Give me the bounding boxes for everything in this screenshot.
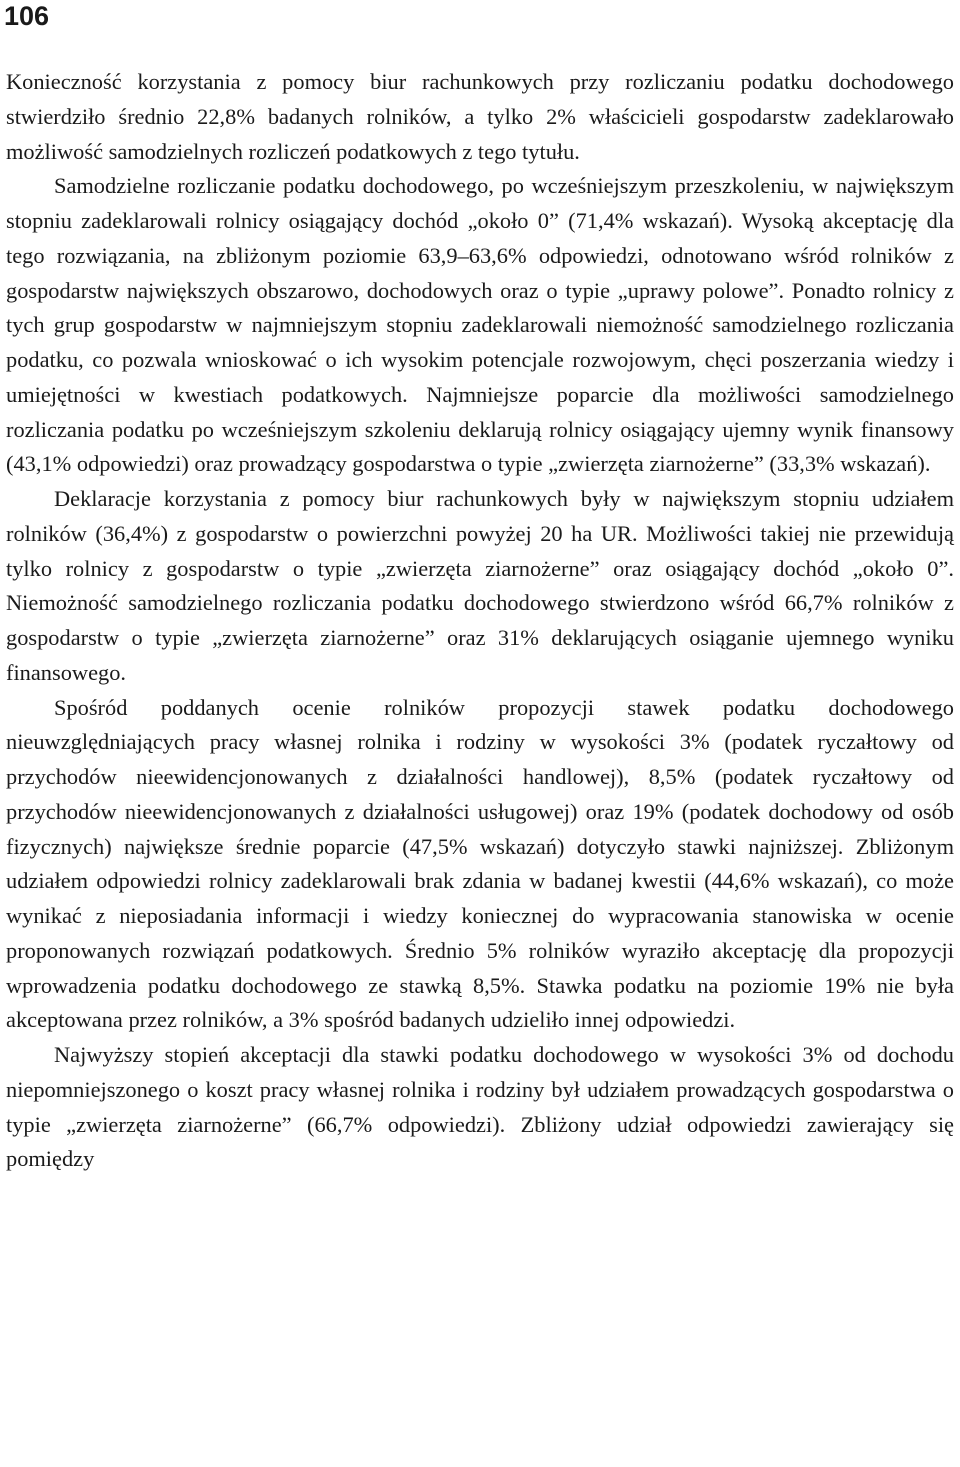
paragraph-5: Najwyższy stopień akceptacji dla stawki podatku dochodowego w wysokości 3% od dochodu niepomniejszonego o koszt pracy własnej rolnika i rodziny był udziałem prowadzących gospodarstwa o typie „zwierzęta ziarnożerne” (66,7% odpowiedzi). Zbliżony udział odpowiedzi zawierający się pomiędzy [6, 1042, 954, 1172]
paragraph-1: Konieczność korzystania z pomocy biur rachunkowych przy rozliczaniu podatku dochodowego stwierdziło średnio 22,8% badanych rolników, a tylko 2% właścicieli gospodarstw zadeklarowało możliwość samodzielnych rozliczeń podatkowych z tego tytułu. [6, 69, 954, 164]
page-body [6, 65, 954, 1177]
paragraph-2: Samodzielne rozliczanie podatku dochodowego, po wcześniejszym przeszkoleniu, w największym stopniu zadeklarowali rolnicy osiągający dochód „około 0” (71,4% wskazań). Wysoką akceptację dla tego rozwiązania, na zbliżonym poziomie 63,9–63,6% odpowiedzi, odnotowano wśród rolników z gospodarstw największych obszarowo, dochodowych oraz o typie „uprawy polowe”. Ponadto rolnicy z tych grup gospodarstw w najmniejszym stopniu zadeklarowali niemożność samodzielnego rozliczania podatku, co pozwala wnioskować o ich wysokim potencjale rozwojowym, chęci poszerzania wiedzy i umiejętności w kwestiach podatkowych. Najmniejsze poparcie dla możliwości samodzielnego rozliczania podatku po wcześniejszym szkoleniu deklarują rolnicy osiągający ujemny wynik finansowy (43,1% odpowiedzi) oraz prowadzący gospodarstwa o typie „zwierzęta ziarnożerne” (33,3% wskazań). [6, 173, 954, 477]
page-number: 106 [4, 1, 50, 31]
paragraph-3: Deklaracje korzystania z pomocy biur rachunkowych były w największym stopniu udziałem rolników (36,4%) z gospodarstw o powierzchni powyżej 20 ha UR. Możliwości takiej nie przewidują tylko rolnicy z gospodarstw o typie „zwierzęta ziarnożerne” oraz osiągający dochód „około 0”. Niemożność samodzielnego rozliczania podatku dochodowego stwierdzono wśród 66,7% rolników z gospodarstw o typie „zwierzęta ziarnożerne” oraz 31% deklarujących osiąganie ujemnego wyniku finansowego. [6, 486, 954, 685]
paragraph-4: Spośród poddanych ocenie rolników propozycji stawek podatku dochodowego nieuwzględniających pracy własnej rolnika i rodziny w wysokości 3% (podatek ryczałtowy od przychodów nieewidencjonowanych z działalności handlowej), 8,5% (podatek ryczałtowy od przychodów nieewidencjonowanych z działalności usługowej) oraz 19% (podatek dochodowy od osób fizycznych) największe średnie poparcie (47,5% wskazań) dotyczyło stawki najniższej. Zbliżonym udziałem odpowiedzi rolnicy zadeklarowali brak zdania w badanej kwestii (44,6% wskazań), co może wynikać z nieposiadania informacji i wiedzy koniecznej do wypracowania stanowiska w ocenie proponowanych rozwiązań podatkowych. Średnio 5% rolników wyraziło akceptację dla propozycji wprowadzenia podatku dochodowego ze stawką 8,5%. Stawka podatku na poziomie 19% nie była akceptowana przez rolników, a 3% spośród badanych udzieliło innej odpowiedzi. [6, 694, 954, 1033]
